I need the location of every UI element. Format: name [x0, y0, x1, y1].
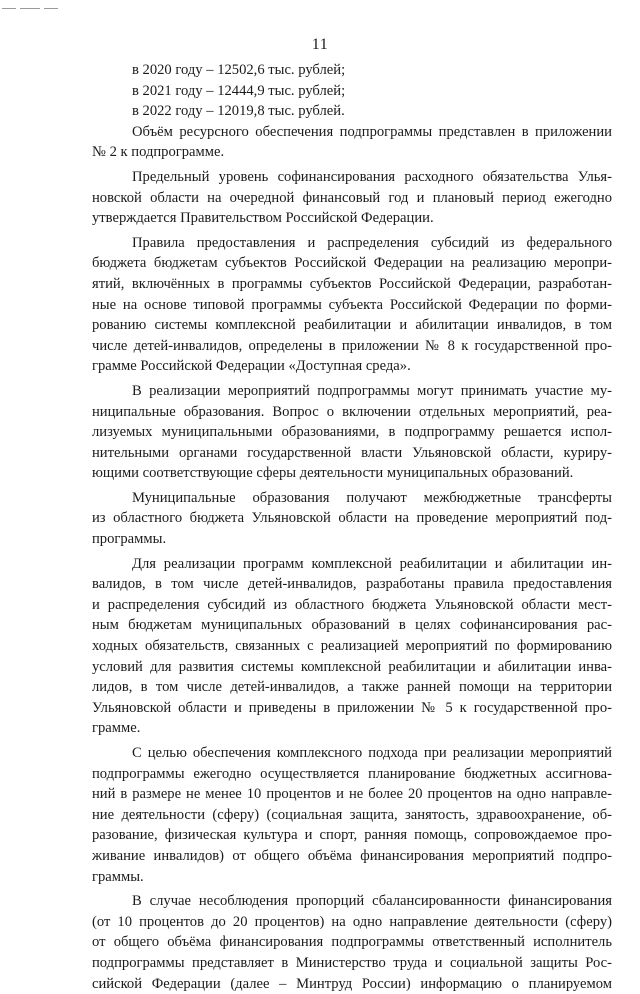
- text-line: грамме Российской Федерации «Доступная среда».: [92, 358, 411, 375]
- text-line: подпрограммы ежегодно осуществляется планирование бюджетных ассигнова-: [92, 765, 612, 782]
- text-line: и распределения субсидий из областного бюджета Ульяновской области мест-: [92, 596, 612, 613]
- text-line: Предельный уровень софинансирования расходного обязательства Улья-: [132, 168, 612, 185]
- text-line: новской области на очередной финансовый год и плановый период ежегодно: [92, 189, 612, 206]
- text-line: Ульяновской области и приведены в приложении № 5 к государственной про-: [92, 699, 612, 716]
- text-line: в 2022 году – 12019,8 тыс. рублей.: [132, 103, 345, 120]
- text-line: № 2 к подпрограмме.: [92, 144, 225, 161]
- text-line: программы.: [92, 531, 167, 548]
- text-line: из областного бюджета Ульяновской области на проведение мероприятий под-: [92, 510, 612, 527]
- text-line: лизуемых муниципальными образованиями, в подпрограмму решается испол-: [92, 424, 612, 441]
- text-line: лидов, в том числе детей-инвалидов, а также ранней помощи на территории: [92, 679, 612, 696]
- text-line: утверждается Правительством Российской Федерации.: [92, 210, 434, 227]
- text-line: ным бюджетам муниципальных образований в целях софинансирования рас-: [92, 617, 612, 634]
- text-line: В случае несоблюдения пропорций сбалансированности финансирования: [132, 893, 612, 910]
- text-line: в 2020 году – 12502,6 тыс. рублей;: [132, 62, 346, 78]
- text-line: Муниципальные образования получают межбюджетные трансферты: [132, 489, 612, 506]
- page-number: 11: [311, 36, 329, 53]
- scan-marks: [2, 8, 62, 10]
- text-line: ние деятельности (сферу) (социальная защита, занятость, здравоохранение, об-: [92, 806, 612, 823]
- text-line: числе детей-инвалидов, определены в приложении № 8 к государственной про-: [92, 337, 612, 354]
- text-line: в 2021 году – 12444,9 тыс. рублей;: [132, 82, 346, 99]
- text-line: Для реализации программ комплексной реабилитации и абилитации ин-: [132, 555, 612, 572]
- document-body: [92, 60, 612, 994]
- text-line: Объём ресурсного обеспечения подпрограммы представлен в приложении: [132, 123, 612, 140]
- text-line: ниципальные образования. Вопрос о включении отдельных мероприятий, реа-: [92, 403, 612, 420]
- text-line: валидов, в том числе детей-инвалидов, разработаны правила предоставления: [92, 576, 612, 593]
- text-line: Правила предоставления и распределения субсидий из федерального: [132, 234, 612, 251]
- text-line: (от 10 процентов до 20 процентов) на одно направление деятельности (сферу): [92, 913, 612, 930]
- text-line: ходных обязательств, связанных с реализацией мероприятий по формированию: [92, 638, 612, 655]
- text-line: С целью обеспечения комплексного подхода при реализации мероприятий: [132, 745, 612, 761]
- text-line: ные на основе типовой программы субъекта Российской Федерации по форми-: [92, 296, 612, 313]
- text-line: ющими соответствующие сферы деятельности муниципальных образований.: [92, 465, 574, 482]
- text-line: рованию системы комплексной реабилитации и абилитации инвалидов, в том: [92, 317, 612, 334]
- text-line: ний в размере не менее 10 процентов и не более 20 процентов на одно направле-: [92, 786, 612, 803]
- text-line: нительными органами государственной власти Ульяновской области, куриру-: [92, 444, 612, 461]
- text-line: условий для развития системы комплексной реабилитации и абилитации инва-: [92, 658, 612, 675]
- text-line: подпрограммы представляет в Министерство труда и социальной защиты Рос-: [92, 954, 612, 971]
- text-line: разование, физическая культура и спорт, ранняя помощь, сопровождаемое про-: [92, 827, 612, 844]
- text-line: сийской Федерации (далее – Минтруд России) информацию о планируемом: [92, 975, 612, 992]
- text-line: ятий, включённых в программы субъектов Российской Федерации, разработан-: [92, 275, 612, 292]
- text-line: грамме.: [92, 720, 141, 737]
- text-line: живание инвалидов) от общего объёма финансирования мероприятий подпро-: [92, 847, 612, 864]
- text-line: В реализации мероприятий подпрограммы могут принимать участие му-: [132, 382, 612, 399]
- text-line: граммы.: [92, 868, 144, 885]
- text-line: бюджета бюджетам субъектов Российской Федерации на реализацию меропри-: [92, 255, 612, 272]
- text-line: от общего объёма финансирования подпрограммы ответственный исполнитель: [92, 934, 612, 951]
